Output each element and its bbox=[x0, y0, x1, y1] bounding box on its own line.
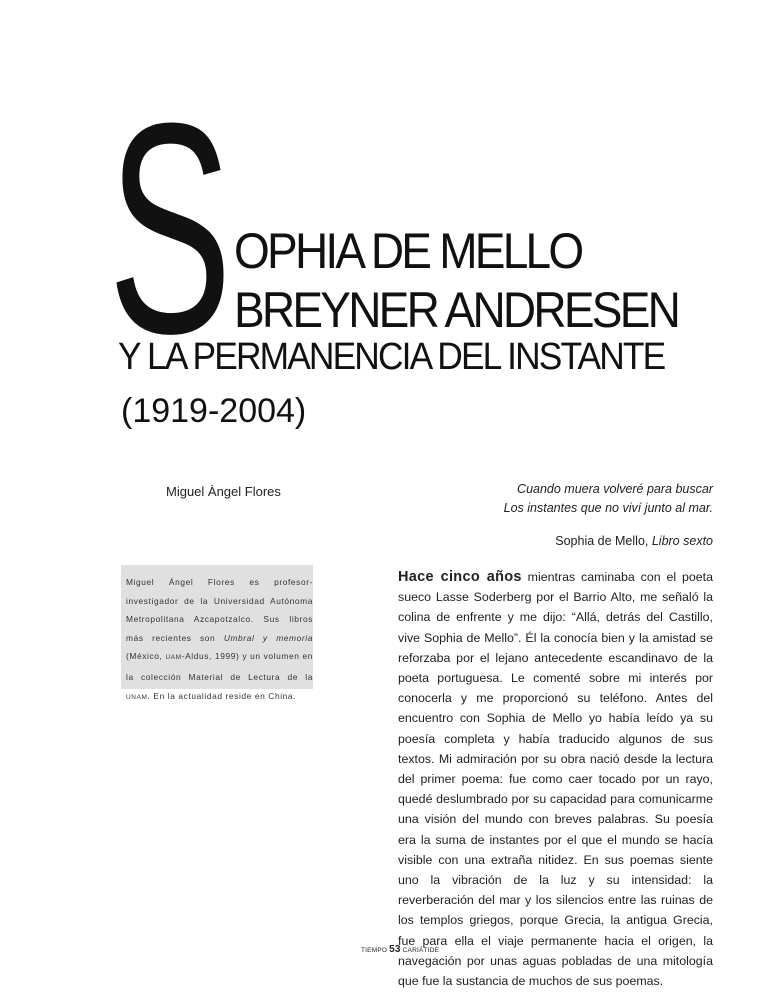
title-subtitle: Y LA PERMANENCIA DEL INSTANTE bbox=[118, 336, 665, 378]
epigraph-line-1: Cuando muera volveré para buscar bbox=[517, 482, 713, 496]
epigraph-source-work: Libro sexto bbox=[651, 534, 713, 548]
bio-text: . En la actualidad reside en China. bbox=[147, 690, 297, 701]
page-number: 53 bbox=[389, 944, 401, 955]
bio-text: (México, bbox=[126, 651, 166, 662]
body-paragraph: mientras caminaba con el poeta sueco Lasse Soderberg por el Barrio Alto, me señaló la colina de enfrente y me dijo: “Allá, detrás del Castillo, vive Sophia de Mello”. Él la conocía bien y la amistad se reforzaba por el lejano antecedente escandinavo de la poeta portuguesa. Le comenté sobre mi interés por conocerla y me proporcionó su teléfono. Antes del encuentro con Sophia de Mello yo había leído ya su poesía completa y había traducido algunos de sus textos. Mi admiración por su obra nació desde la lectura del primer poema: fue como caer tocado por un rayo, quedé deslumbrado por su capacidad para comunicarme una visión del mundo con breves palabras. Su poesía era la suma de instantes por el que el mundo se hacía visible con una extraña nitidez. En sus poemas siente uno la vibración de la luz y su intensidad: la reverberación del mar y los silencios entre las ruinas de los templos griegos, porque Grecia, la antigua Grecia, fue para ella el viaje permanente hacia el origen, la navegación por unas aguas pobladas de una mitología que fue la sustancia de muchos de sus poemas. bbox=[398, 570, 714, 989]
page-footer bbox=[361, 944, 439, 955]
author-bio-box bbox=[121, 565, 313, 701]
drop-cap-letter: S bbox=[108, 60, 229, 396]
bio-text: -Aldus, 1999) y un volumen en la colección Material de Lectura de la bbox=[126, 651, 313, 682]
article-body bbox=[398, 567, 713, 991]
bio-text: Miguel Ángel Flores es profesor-investigador de la Universidad Autónoma Metropolitana Azcapotzalco. Sus libros más recientes son bbox=[126, 577, 313, 643]
lead-in: Hace cinco años bbox=[398, 569, 522, 585]
epigraph-line-2: Los instantes que no viví junto al mar. bbox=[503, 501, 713, 515]
title-line-2: BREYNER ANDRESEN bbox=[234, 282, 679, 338]
title-line-1: OPHIA DE MELLO bbox=[234, 223, 582, 279]
bio-acronym: UAM bbox=[165, 654, 182, 662]
bio-acronym: UNAM bbox=[126, 693, 148, 701]
footer-section: TIEMPO bbox=[361, 947, 390, 954]
footer-journal: CARIÁTIDE bbox=[400, 947, 440, 954]
title-dates: (1919-2004) bbox=[121, 392, 307, 430]
bio-book-title: Umbral y memoria bbox=[223, 632, 313, 643]
author-name: Miguel Àngel Flores bbox=[166, 484, 281, 499]
epigraph-source-author: Sophia de Mello, bbox=[555, 534, 652, 548]
epigraph bbox=[393, 480, 713, 518]
epigraph-source bbox=[555, 534, 713, 548]
